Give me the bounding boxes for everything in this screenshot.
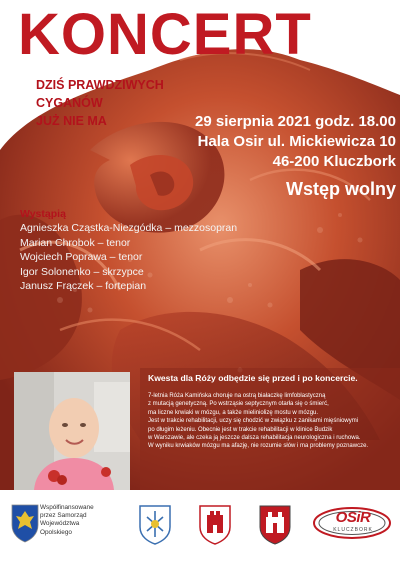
story-line: 7-letnia Róża Kamińska choruje na ostrą białaczkę limfoblastyczną bbox=[148, 393, 326, 399]
sponsor-line: przez Samorząd bbox=[40, 512, 87, 520]
osir-logo-sub: KLUCZBORK bbox=[333, 527, 373, 533]
sponsor-logos bbox=[0, 494, 400, 566]
osir-logo-text: OSiR bbox=[335, 509, 371, 526]
performers-list bbox=[20, 208, 237, 294]
performer-item: Janusz Frączek – fortepian bbox=[20, 280, 147, 292]
admission-info: Wstęp wolny bbox=[285, 179, 396, 199]
powiat-crest-icon bbox=[196, 502, 234, 546]
gmina-crest-icon bbox=[136, 502, 174, 546]
performer-item: Marian Chrobok – tenor bbox=[20, 236, 131, 249]
performer-item: Agnieszka Cząstka-Niezgódka – mezzosopran bbox=[20, 222, 238, 234]
subtitle-line: CYGANÓW bbox=[36, 96, 103, 110]
story-line: po długim leżeniu. Obecnie jest w trakcie rehabilitacji w klinice Budzik bbox=[148, 426, 333, 433]
event-city: 46-200 Kluczbork bbox=[272, 153, 396, 170]
event-details bbox=[195, 112, 396, 202]
child-photo-illustration bbox=[14, 372, 130, 490]
event-date: 29 sierpnia 2021 godz. 18.00 bbox=[195, 113, 396, 130]
story-line: z mutacją genetyczną. Po wstrząsie septycznym otarła się o śmierć, bbox=[148, 401, 329, 408]
child-story bbox=[148, 392, 398, 451]
osir-logo-icon bbox=[312, 502, 394, 546]
sponsor-line: Województwa bbox=[40, 520, 80, 528]
event-venue: Hala Osir ul. Mickiewicza 10 bbox=[197, 133, 396, 150]
performers-heading: Wystąpią bbox=[20, 208, 66, 220]
poster-subtitle bbox=[36, 76, 164, 130]
subtitle-line: JUŻ NIE MA bbox=[36, 114, 107, 128]
sponsor-line: Opolskiego bbox=[40, 528, 72, 536]
performer-item: Igor Solonenko – skrzypce bbox=[20, 265, 144, 278]
child-photo bbox=[14, 372, 130, 490]
story-line: ma liczne krwiaki w mózgu, a także mieliniolizę mostu w mózgu. bbox=[148, 409, 319, 416]
story-line: w Warszawie, ale czeka ją jeszcze dalsza rehabilitacja neurologiczna i ruchowa. bbox=[148, 435, 361, 442]
opolskie-coat-of-arms-icon bbox=[10, 502, 40, 544]
poster-title: KONCERT bbox=[18, 2, 312, 67]
performer-item: Wojciech Poprawa – tenor bbox=[20, 251, 143, 263]
osir-logo-label bbox=[333, 509, 373, 536]
kluczbork-crest-icon bbox=[256, 502, 294, 546]
collection-heading: Kwesta dla Róży odbędzie się przed i po koncercie. bbox=[148, 373, 358, 383]
story-line: W wyniku krwiaków mózgu ma afazję, nie rozumie słów i ma problemy poznawcze. bbox=[148, 443, 369, 450]
subtitle-line: DZIŚ PRAWDZIWYCH bbox=[36, 78, 164, 92]
sponsor-text bbox=[40, 504, 94, 537]
sponsor-line: Współfinansowane bbox=[40, 504, 94, 511]
story-line: Jest w trakcie rehabilitacji, uczy się chodzić w związku z zanikami mięśniowymi bbox=[148, 418, 359, 425]
